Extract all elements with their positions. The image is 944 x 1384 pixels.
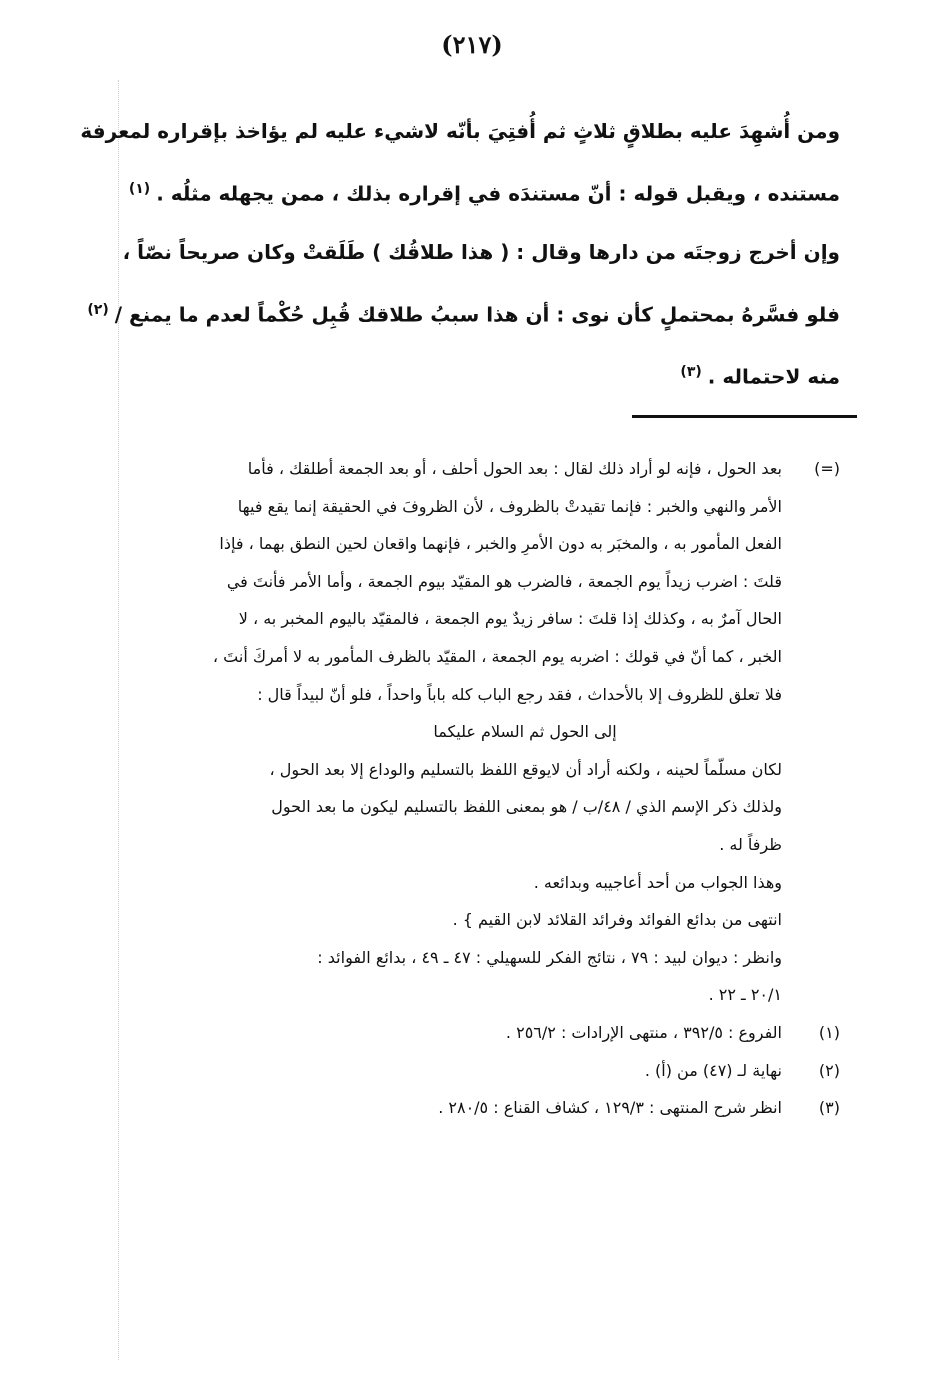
footnote-3 [128,1089,840,1127]
footnote-text: انظر شرح المنتهى : ١٢٩/٣ ، كشاف القناع : ٢٨٠/٥ . [438,1098,782,1118]
footnotes [128,450,840,1127]
footnote-continued [128,450,840,1014]
margin-guide [118,80,119,1360]
footnote-line: بعد الحول ، فإنه لو أراد ذلك لقال : بعد الحول أحلف ، أو بعد الجمعة أطلقك ، فأما [247,459,782,478]
footnote-2 [128,1052,840,1090]
main-line: مستنده ، ويقبل قوله : أنّ مستندَه في إقراره بذلك ، ممن يجهله مثلُه .$^{(١)}$ [128,181,840,206]
footnote-marker: (١) [128,181,151,197]
footnote-line: الأمر والنهي والخبر : فإنما تقيدتْ بالظروف ، لأن الظروفَ في الحقيقة إنما يقع فيها [237,496,782,516]
footnote-verse: إلى الحول ثم السلام عليكما [433,722,617,742]
page-number: (٢١٧) [441,30,503,59]
footnote-line: انتهى من بدائع الفوائد وفرائد القلائد لابن القيم } . [452,910,782,930]
footnote-marker: (٣) [680,364,702,381]
footnote-1 [128,1014,840,1052]
footnote-line: الحال آمرٌ به ، وكذلك إذا قلتَ : سافر زيدٌ يوم الجمعة ، فالمقيّد باليوم المخبر به ، لا [238,609,782,629]
footnote-line: لكان مسلّماً لحينه ، ولكنه أراد أن لايوقع اللفظ بالتسليم والوداع إلا بعد الحول ، [269,759,782,779]
footnote-number: (=) [814,459,840,478]
footnote-text: الفروع : ٣٩٢/٥ ، منتهى الإرادات : ٢٥٦/٢ . [505,1022,782,1042]
footnote-line: ظرفاً له . [719,834,782,854]
footnote-line: ولذلك ذكر الإسم الذي / ٤٨/ب / هو بمعنى اللفظ بالتسليم ليكون ما بعد الحول [271,797,782,817]
footnote-line: ٢٠/١ ـ ٢٢ . [708,985,782,1005]
footnote-line: الفعل المأمور به ، والمخبَر به دون الأمرِ والخبر ، فإنهما واقعان لحين النطق بهما ، فإذا [219,534,782,554]
footnote-number: (١) [818,1022,840,1042]
footnote-line: فلا تعلق للظروف إلا بالأحداث ، فقد رجع الباب كله باباً واحداً ، فلو أنّ لبيداً قال : [257,684,782,704]
footnote-line: قلتَ : اضرب زيداً يوم الجمعة ، فالضرب هو المقيّد بيوم الجمعة ، وأما الأمر فأنتَ في [226,571,782,591]
footnote-marker: (٢) [87,301,109,318]
footnote-number: (٢) [818,1060,840,1080]
footnote-number: (٣) [818,1098,840,1118]
footnote-separator [632,415,857,418]
footnote-body [128,450,782,1014]
main-line: فلو فسَّرهُ بمحتملٍ كأن نوى : أن هذا سببُ طلاقك قُبِل حُكْماً لعدم ما يمنع /$^{(٢)}$ [87,301,840,327]
footnote-line: وانظر : ديوان لبيد : ٧٩ ، نتائج الفكر للسهيلي : ٤٧ ـ ٤٩ ، بدائع الفوائد : [317,947,782,967]
main-line: ومن أُشهِدَ عليه بطلاقٍ ثلاثٍ ثم أُفتِيَ بأنّه لاشيء عليه لم يؤاخذ بإقراره لمعرفة [80,119,840,143]
main-line: منه لاحتماله .$^{(٣)}$ [680,364,840,389]
main-line: وإن أخرج زوجتَه من دارها وقال : ( هذا طلاقُك ) طَلَقتْ وكان صريحاً نصّاً ، [122,239,840,264]
footnote-text: نهاية لـ (٤٧) من (أ) . [644,1060,782,1080]
main-text [80,102,840,406]
footnote-line: الخبر ، كما أنّ في قولك : اضربه يوم الجمعة ، المقيّد بالظرف المأمور به لا أمركَ أنتَ ، [212,646,782,666]
footnote-line: وهذا الجواب من أحد أعاجيبه وبدائعه . [533,872,782,892]
